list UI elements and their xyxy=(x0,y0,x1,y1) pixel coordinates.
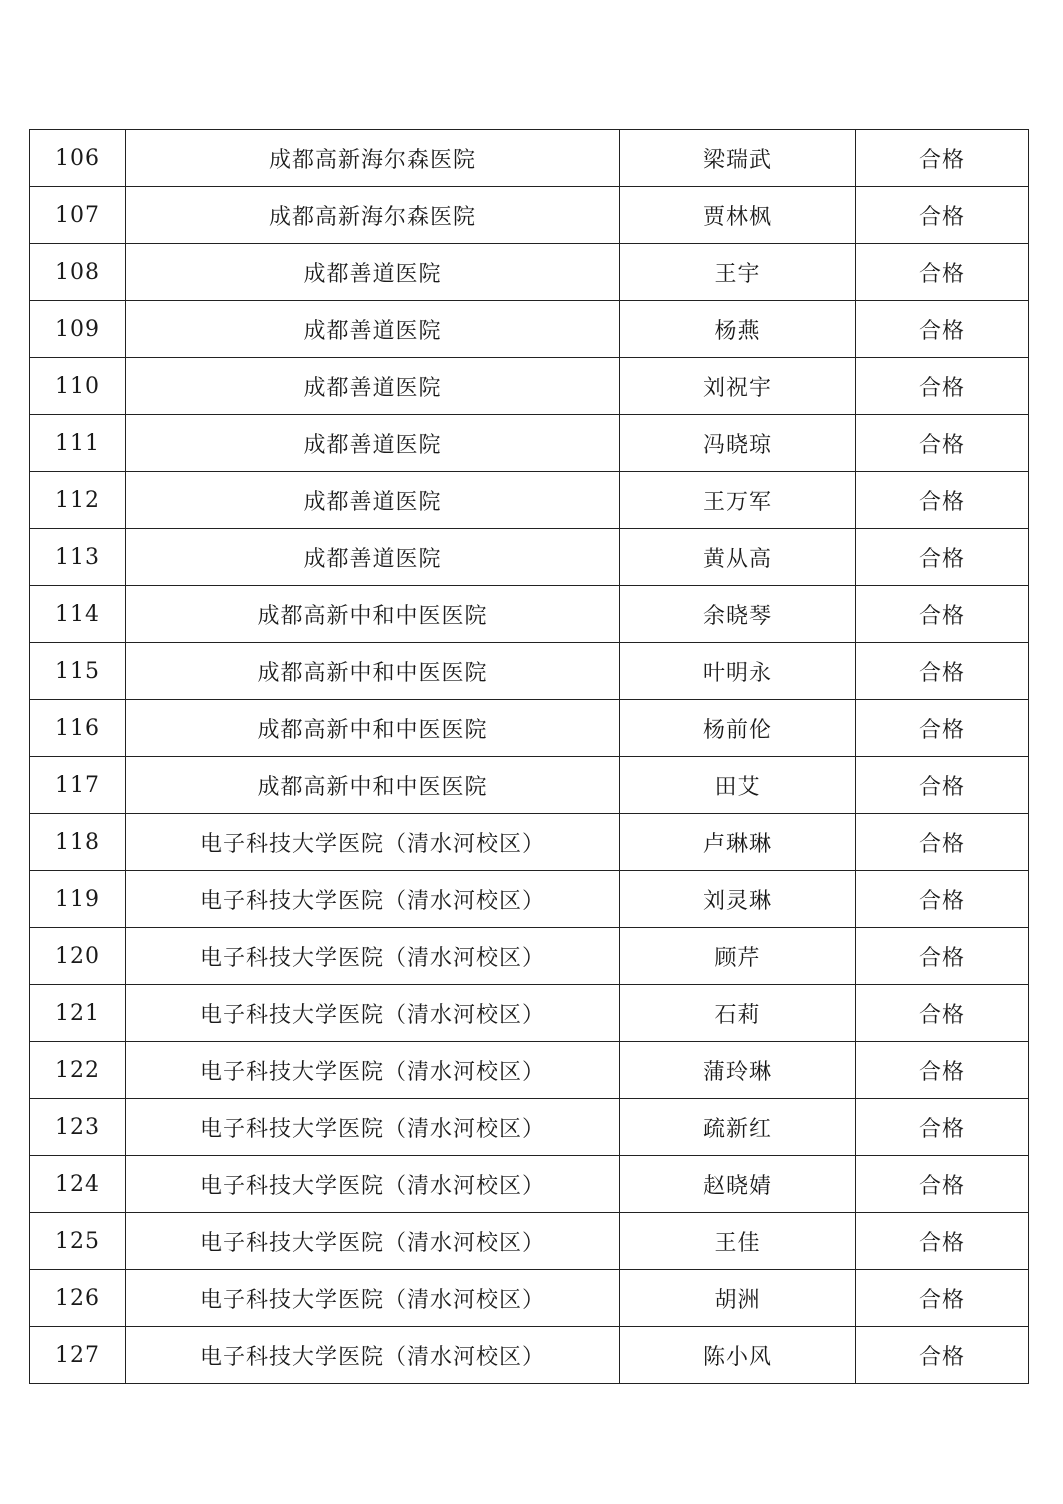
result-cell: 合格 xyxy=(856,700,1029,757)
results-table xyxy=(29,129,1029,1384)
institution-cell: 电子科技大学医院（清水河校区） xyxy=(126,1327,620,1384)
table-row xyxy=(30,358,1029,415)
row-number-cell: 111 xyxy=(30,415,126,472)
institution-cell: 成都高新中和中医医院 xyxy=(126,757,620,814)
table-row xyxy=(30,643,1029,700)
person-name-cell: 杨前伦 xyxy=(620,700,856,757)
result-cell: 合格 xyxy=(856,1156,1029,1213)
result-cell: 合格 xyxy=(856,1270,1029,1327)
row-number-cell: 112 xyxy=(30,472,126,529)
table-row xyxy=(30,529,1029,586)
row-number-cell: 113 xyxy=(30,529,126,586)
table-row xyxy=(30,1156,1029,1213)
person-name-cell: 卢琳琳 xyxy=(620,814,856,871)
person-name-cell: 王万军 xyxy=(620,472,856,529)
row-number-cell: 124 xyxy=(30,1156,126,1213)
person-name-cell: 陈小风 xyxy=(620,1327,856,1384)
institution-cell: 电子科技大学医院（清水河校区） xyxy=(126,871,620,928)
row-number-cell: 107 xyxy=(30,187,126,244)
table-row xyxy=(30,928,1029,985)
result-cell: 合格 xyxy=(856,130,1029,187)
person-name-cell: 胡洲 xyxy=(620,1270,856,1327)
person-name-cell: 杨燕 xyxy=(620,301,856,358)
person-name-cell: 余晓琴 xyxy=(620,586,856,643)
table-row xyxy=(30,1270,1029,1327)
row-number-cell: 122 xyxy=(30,1042,126,1099)
row-number-cell: 127 xyxy=(30,1327,126,1384)
table-row xyxy=(30,1099,1029,1156)
result-cell: 合格 xyxy=(856,757,1029,814)
institution-cell: 成都善道医院 xyxy=(126,244,620,301)
row-number-cell: 108 xyxy=(30,244,126,301)
institution-cell: 成都善道医院 xyxy=(126,529,620,586)
row-number-cell: 106 xyxy=(30,130,126,187)
person-name-cell: 赵晓婧 xyxy=(620,1156,856,1213)
table-row xyxy=(30,871,1029,928)
table-row xyxy=(30,586,1029,643)
row-number-cell: 126 xyxy=(30,1270,126,1327)
table-row xyxy=(30,472,1029,529)
table-row xyxy=(30,415,1029,472)
person-name-cell: 刘祝宇 xyxy=(620,358,856,415)
row-number-cell: 118 xyxy=(30,814,126,871)
institution-cell: 电子科技大学医院（清水河校区） xyxy=(126,1156,620,1213)
institution-cell: 电子科技大学医院（清水河校区） xyxy=(126,814,620,871)
institution-cell: 成都善道医院 xyxy=(126,472,620,529)
institution-cell: 成都高新中和中医医院 xyxy=(126,643,620,700)
institution-cell: 成都善道医院 xyxy=(126,415,620,472)
person-name-cell: 石莉 xyxy=(620,985,856,1042)
row-number-cell: 109 xyxy=(30,301,126,358)
result-cell: 合格 xyxy=(856,586,1029,643)
table-row xyxy=(30,757,1029,814)
result-cell: 合格 xyxy=(856,415,1029,472)
row-number-cell: 116 xyxy=(30,700,126,757)
result-cell: 合格 xyxy=(856,985,1029,1042)
result-cell: 合格 xyxy=(856,358,1029,415)
person-name-cell: 黄从高 xyxy=(620,529,856,586)
person-name-cell: 疏新红 xyxy=(620,1099,856,1156)
person-name-cell: 田艾 xyxy=(620,757,856,814)
row-number-cell: 120 xyxy=(30,928,126,985)
person-name-cell: 叶明永 xyxy=(620,643,856,700)
table-row xyxy=(30,1327,1029,1384)
result-cell: 合格 xyxy=(856,1099,1029,1156)
results-table-body xyxy=(30,130,1029,1384)
institution-cell: 成都高新中和中医医院 xyxy=(126,586,620,643)
row-number-cell: 121 xyxy=(30,985,126,1042)
row-number-cell: 125 xyxy=(30,1213,126,1270)
person-name-cell: 王宇 xyxy=(620,244,856,301)
result-cell: 合格 xyxy=(856,814,1029,871)
result-cell: 合格 xyxy=(856,1042,1029,1099)
result-cell: 合格 xyxy=(856,301,1029,358)
row-number-cell: 110 xyxy=(30,358,126,415)
row-number-cell: 123 xyxy=(30,1099,126,1156)
result-cell: 合格 xyxy=(856,871,1029,928)
result-cell: 合格 xyxy=(856,187,1029,244)
person-name-cell: 冯晓琼 xyxy=(620,415,856,472)
row-number-cell: 117 xyxy=(30,757,126,814)
person-name-cell: 蒲玲琳 xyxy=(620,1042,856,1099)
table-row xyxy=(30,244,1029,301)
institution-cell: 成都高新海尔森医院 xyxy=(126,187,620,244)
person-name-cell: 贾林枫 xyxy=(620,187,856,244)
result-cell: 合格 xyxy=(856,244,1029,301)
institution-cell: 电子科技大学医院（清水河校区） xyxy=(126,1099,620,1156)
institution-cell: 电子科技大学医院（清水河校区） xyxy=(126,1213,620,1270)
person-name-cell: 梁瑞武 xyxy=(620,130,856,187)
table-row xyxy=(30,814,1029,871)
table-row xyxy=(30,985,1029,1042)
institution-cell: 电子科技大学医院（清水河校区） xyxy=(126,928,620,985)
row-number-cell: 115 xyxy=(30,643,126,700)
institution-cell: 成都善道医院 xyxy=(126,358,620,415)
institution-cell: 成都善道医院 xyxy=(126,301,620,358)
person-name-cell: 刘灵琳 xyxy=(620,871,856,928)
result-cell: 合格 xyxy=(856,1213,1029,1270)
table-row xyxy=(30,130,1029,187)
institution-cell: 电子科技大学医院（清水河校区） xyxy=(126,1042,620,1099)
result-cell: 合格 xyxy=(856,1327,1029,1384)
institution-cell: 成都高新中和中医医院 xyxy=(126,700,620,757)
person-name-cell: 王佳 xyxy=(620,1213,856,1270)
person-name-cell: 顾芹 xyxy=(620,928,856,985)
institution-cell: 成都高新海尔森医院 xyxy=(126,130,620,187)
institution-cell: 电子科技大学医院（清水河校区） xyxy=(126,1270,620,1327)
table-row xyxy=(30,700,1029,757)
result-cell: 合格 xyxy=(856,472,1029,529)
result-cell: 合格 xyxy=(856,928,1029,985)
result-cell: 合格 xyxy=(856,529,1029,586)
row-number-cell: 114 xyxy=(30,586,126,643)
table-row xyxy=(30,187,1029,244)
table-row xyxy=(30,301,1029,358)
result-cell: 合格 xyxy=(856,643,1029,700)
institution-cell: 电子科技大学医院（清水河校区） xyxy=(126,985,620,1042)
table-row xyxy=(30,1213,1029,1270)
row-number-cell: 119 xyxy=(30,871,126,928)
table-row xyxy=(30,1042,1029,1099)
